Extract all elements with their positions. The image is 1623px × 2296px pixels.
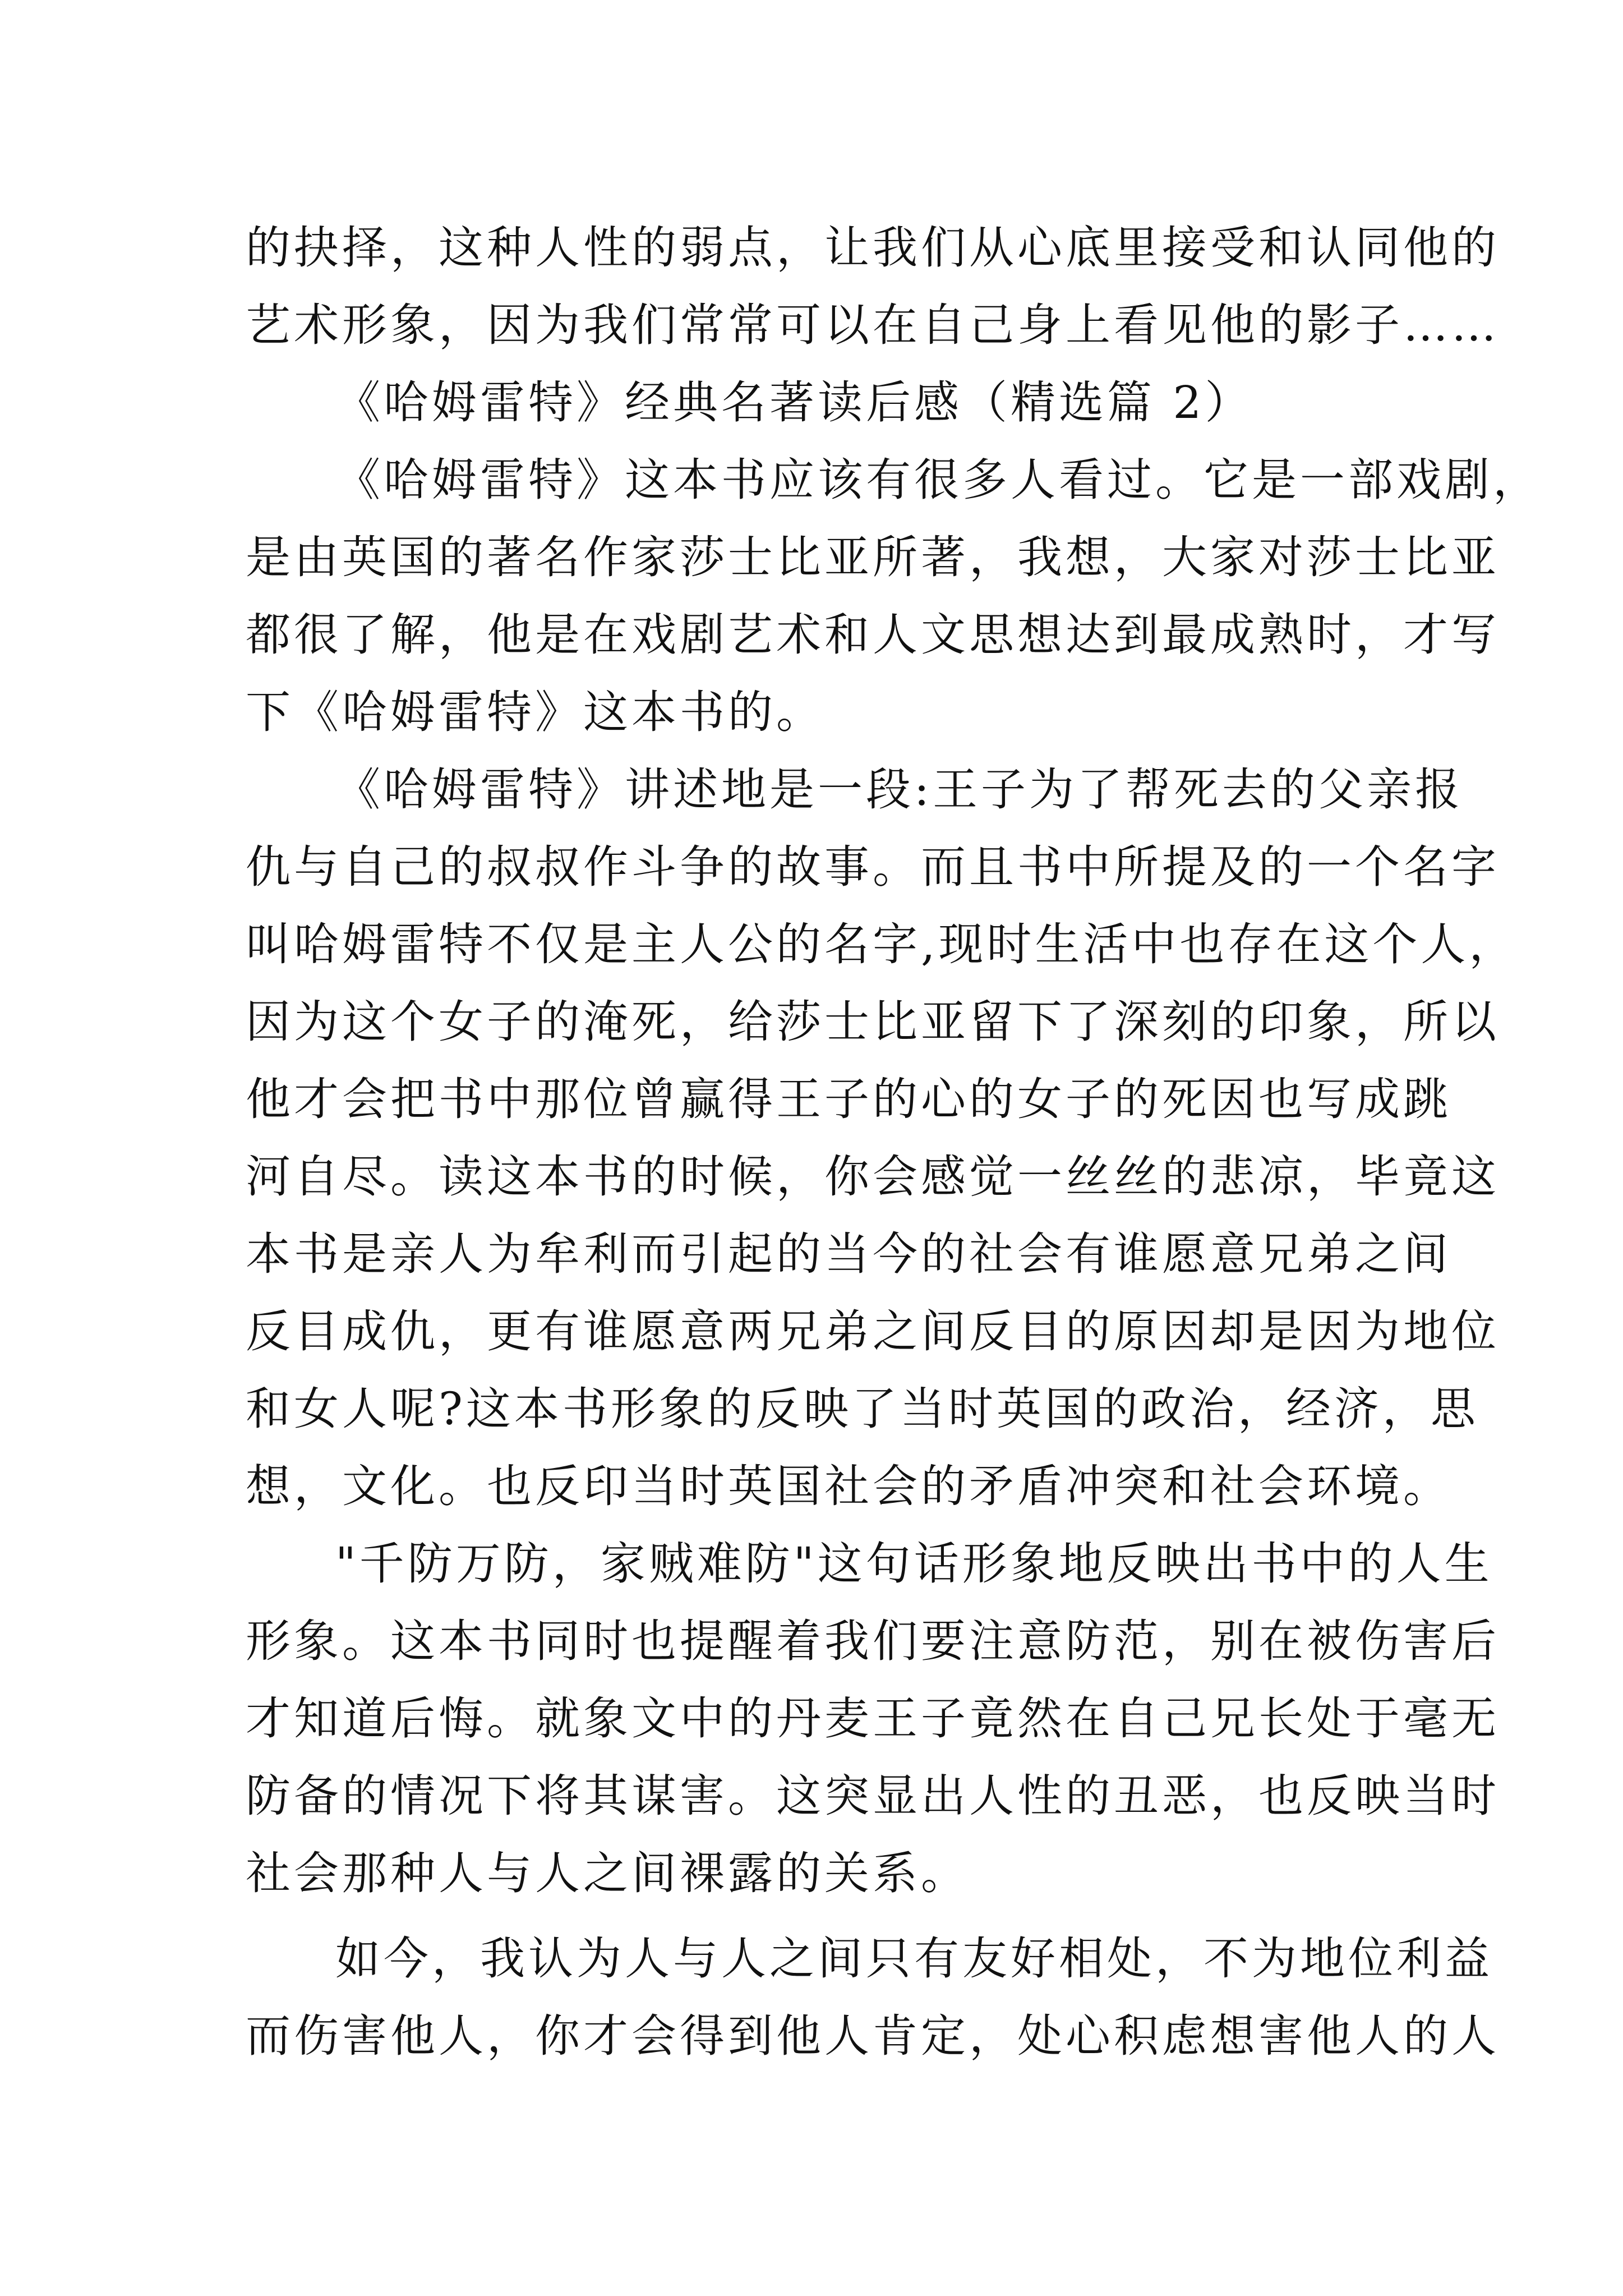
- text-line: "千防万防，家贼难防"这句话形象地反映出书中的人生: [335, 1538, 1493, 1590]
- text-line: 和女人呢?这本书形象的反映了当时英国的政治，经济，思: [246, 1383, 1479, 1435]
- text-line: 防备的情况下将其谋害。这突显出人性的丑恶，也反映当时: [246, 1770, 1500, 1822]
- text-line: 他才会把书中那位曾赢得王子的心的女子的死因也写成跳: [246, 1073, 1451, 1125]
- text-line: 才知道后悔。就象文中的丹麦王子竟然在自己兄长处于毫无: [246, 1692, 1500, 1745]
- text-line: 河自尽。读这本书的时候，你会感觉一丝丝的悲凉，毕竟这: [246, 1151, 1500, 1203]
- text-line: 本书是亲人为牟利而引起的当今的社会有谁愿意兄弟之间: [246, 1228, 1451, 1280]
- text-line: 仇与自己的叔叔作斗争的故事。而且书中所提及的一个名字: [246, 841, 1500, 893]
- text-line: 叫哈姆雷特不仅是主人公的名字,现时生活中也存在这个人，: [246, 918, 1518, 970]
- text-line: 形象。这本书同时也提醒着我们要注意防范，别在被伤害后: [246, 1615, 1500, 1667]
- text-line: 而伤害他人，你才会得到他人肯定，处心积虑想害他人的人: [246, 2010, 1500, 2062]
- text-line: 是由英国的著名作家莎士比亚所著，我想，大家对莎士比亚: [246, 531, 1500, 583]
- section-heading: 《哈姆雷特》经典名著读后感（精选篇 2）: [335, 376, 1253, 429]
- text-line: 的抉择，这种人性的弱点，让我们从心底里接受和认同他的: [246, 222, 1500, 274]
- text-line: 艺术形象，因为我们常常可以在自己身上看见他的影子……: [246, 299, 1500, 351]
- text-line: 社会那种人与人之间裸露的关系。: [246, 1847, 969, 1899]
- text-line: 想，文化。也反印当时英国社会的矛盾冲突和社会环境。: [246, 1460, 1451, 1512]
- text-line: 《哈姆雷特》讲述地是一段:王子为了帮死去的父亲报: [335, 763, 1463, 816]
- text-line: 都很了解，他是在戏剧艺术和人文思想达到最成熟时，才写: [246, 609, 1500, 661]
- text-line: 下《哈姆雷特》这本书的。: [246, 686, 824, 738]
- text-line: 《哈姆雷特》这本书应该有很多人看过。它是一部戏剧，: [335, 454, 1541, 506]
- text-line: 反目成仇，更有谁愿意两兄弟之间反目的原因却是因为地位: [246, 1305, 1500, 1358]
- text-line: 如今，我认为人与人之间只有友好相处，不为地位利益: [335, 1932, 1493, 1985]
- text-line: 因为这个女子的淹死，给莎士比亚留下了深刻的印象，所以: [246, 996, 1500, 1048]
